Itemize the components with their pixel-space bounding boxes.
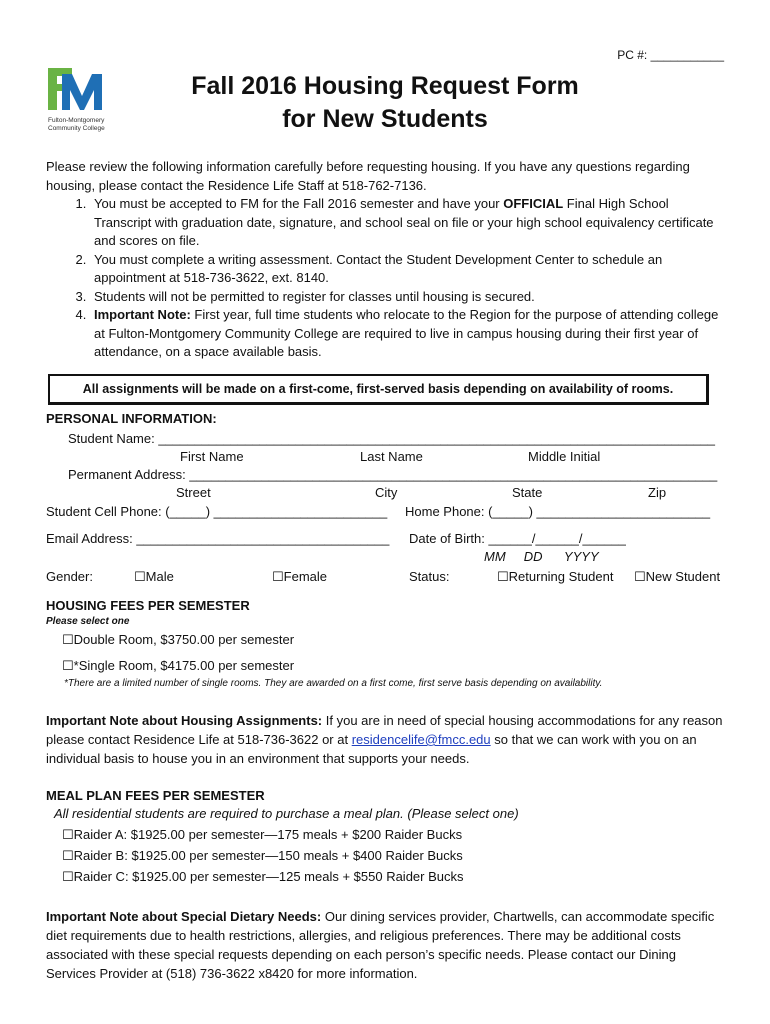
street-label: Street	[176, 485, 211, 500]
raider-a-checkbox[interactable]: ☐Raider A: $1925.00 per semester—175 meals + $200 Raider Bucks	[62, 827, 463, 842]
city-label: City	[375, 485, 398, 500]
list-item: 1. You must be accepted to FM for the Fall 2016 semester and have your OFFICIAL Final High School Transcript with graduation date, signature, and school seal on file or your high school equivalency certificate and scores on file.	[90, 195, 726, 251]
double-room-checkbox[interactable]: ☐Double Room, $3750.00 per semester	[62, 632, 295, 647]
residence-life-email-link[interactable]: residencelife@fmcc.edu	[351, 732, 491, 747]
housing-fees-heading: HOUSING FEES PER SEMESTER	[46, 598, 250, 613]
list-item: 2. You must complete a writing assessment. Contact the Student Development Center to schedule an appointment at 518-736-3622, ext. 8140.	[90, 251, 726, 288]
email-field[interactable]: Email Address: ___________________________________	[46, 531, 390, 546]
requirements-list	[46, 195, 726, 362]
female-checkbox[interactable]: ☐Female	[272, 569, 328, 584]
housing-select-hint: Please select one	[46, 616, 130, 627]
intro-section	[46, 158, 726, 362]
single-room-footnote: *There are a limited number of single rooms. They are awarded on a first come, first serve basis depending on availability.	[64, 678, 603, 689]
home-phone-field[interactable]: Home Phone: (_____) ________________________	[405, 504, 711, 519]
first-name-label: First Name	[180, 449, 244, 464]
single-room-checkbox[interactable]: ☐*Single Room, $4175.00 per semester	[62, 658, 295, 673]
raider-b-checkbox[interactable]: ☐Raider B: $1925.00 per semester—150 meals + $400 Raider Bucks	[62, 848, 463, 863]
first-come-notice: All assignments will be made on a first-come, first-served basis depending on availability of rooms.	[48, 374, 709, 405]
permanent-address-field[interactable]: Permanent Address: _________________________________________________________________________	[68, 467, 718, 482]
dob-field[interactable]: Date of Birth: ______/______/______	[409, 531, 626, 546]
logo-caption: Fulton-Montgomery Community College	[48, 117, 105, 132]
returning-student-checkbox[interactable]: ☐Returning Student	[497, 569, 614, 584]
student-name-field[interactable]: Student Name: _____________________________________________________________________________	[68, 431, 716, 446]
last-name-label: Last Name	[360, 449, 423, 464]
gender-label: Gender:	[46, 569, 93, 584]
status-label: Status:	[409, 569, 450, 584]
college-logo	[48, 66, 106, 133]
page-title: Fall 2016 Housing Request Form for New Students	[191, 72, 579, 133]
raider-c-checkbox[interactable]: ☐Raider C: $1925.00 per semester—125 meals + $550 Raider Bucks	[62, 869, 464, 884]
dob-format-hint: MM DD YYYY	[484, 549, 599, 564]
male-checkbox[interactable]: ☐Male	[134, 569, 174, 584]
state-label: State	[512, 485, 543, 500]
meal-plan-heading: MEAL PLAN FEES PER SEMESTER	[46, 788, 265, 803]
middle-initial-label: Middle Initial	[528, 449, 601, 464]
dietary-needs-note: Important Note about Special Dietary Needs: Our dining services provider, Chartwells, can accommodate specific diet requirements due to health restrictions, allergies, and religious preferences. There may be additional costs associated with these special requests depending on each person’s specific needs. Please contact our Dining Services Provider at (518) 736-3622 x8420 for more information.	[46, 909, 715, 981]
fm-logo-icon	[48, 66, 104, 114]
list-item: 3. Students will not be permitted to register for classes until housing is secured.	[90, 288, 726, 307]
intro-paragraph: Please review the following information carefully before requesting housing. If you have any questions regarding housing, please contact the Residence Life Staff at 518-762-7136.	[46, 159, 690, 193]
zip-label: Zip	[648, 485, 667, 500]
cell-phone-field[interactable]: Student Cell Phone: (_____) ________________________	[46, 504, 388, 519]
new-student-checkbox[interactable]: ☐New Student	[634, 569, 721, 584]
meal-plan-subtitle: All residential students are required to purchase a meal plan. (Please select one)	[54, 806, 519, 821]
pc-number-field[interactable]: PC #: ___________	[617, 48, 724, 62]
list-item: 4. Important Note: First year, full time students who relocate to the Region for the purpose of attending college at Fulton-Montgomery Community College are required to live in campus housing during their first year of attendance, on a space available basis.	[90, 306, 726, 362]
personal-info-heading: PERSONAL INFORMATION:	[46, 411, 217, 426]
housing-assignments-note: Important Note about Housing Assignments: If you are in need of special housing accommodations for any reason please contact Residence Life at 518-736-3622 or at residencelife@fmcc.edu so that we can work with you on an individual basis to house you in an environment that supports your needs.	[46, 713, 723, 766]
